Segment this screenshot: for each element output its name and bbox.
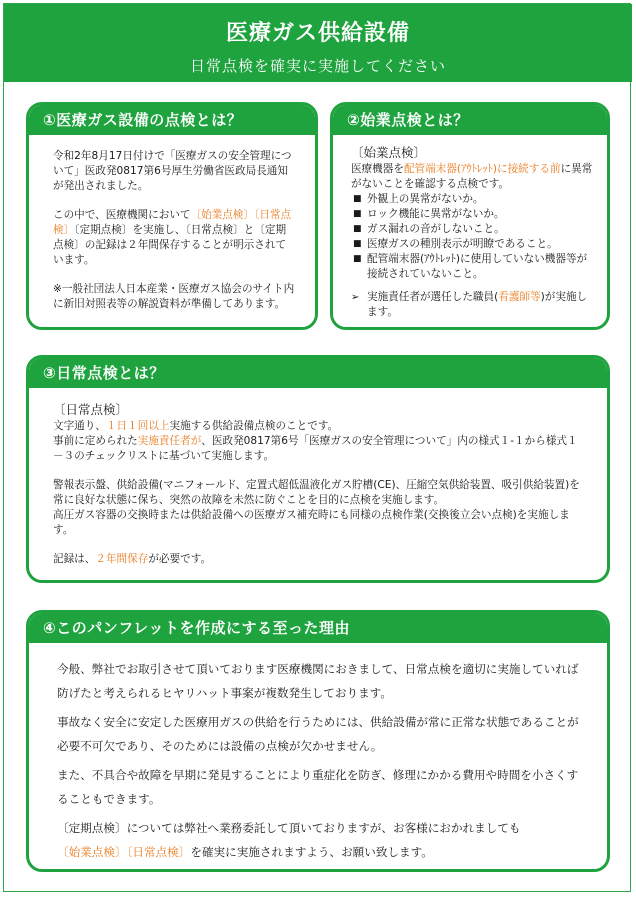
section-2-note: ➢ 実施責任者が選任した職員(看護師等)が実施します。: [351, 290, 595, 320]
section-4-heading: ④このパンフレットを作成にする至った理由: [29, 613, 607, 643]
section-3-line-2: 事前に定められた実施責任者が、医政発0817第6号「医療ガスの安全管理について」内の様式１-１から様式１－３のチェックリストに基づいて実施します。: [53, 435, 578, 462]
section-1-para-1: 令和2年8月17日付けで「医療ガスの安全管理について」医政発0817第6号厚生労働省医政局長通知が発出されました。: [53, 150, 292, 192]
section-4-card: [26, 610, 610, 872]
section-1-para-2: この中で、医療機関において〔始業点検〕〔日常点検〕〔定期点検〕を実施し、〔日常点検〕と〔定期点検〕の記録は２年間保存することが明示されています。: [53, 209, 292, 266]
tag-daily-inspection: 〔日常点検〕: [53, 209, 292, 236]
section-3-para-2: 警報表示盤、供給設備(マニフォールド、定置式超低温液化ガス貯槽(CE)、圧縮空気供給装置、吸引供給装置)を常に良好な状態に保ち、突然の故障を未然に防ぐことを目的に点検を実施します。: [53, 479, 580, 506]
page-subtitle: 日常点検を確実に実施してください: [189, 57, 446, 75]
list-item: ■ ロック機能に異常がないか。: [351, 207, 595, 222]
section-1-heading: ①医療ガス設備の点検とは？: [29, 105, 315, 135]
list-item: ■ ガス漏れの音がしないこと。: [351, 222, 595, 237]
list-item: ■ 配管端末器(ｱｳﾄﾚｯﾄ)に使用していない機器等が接続されていないこと。: [351, 252, 595, 282]
section-2-checklist: [351, 192, 595, 282]
section-4-para-1: 今般、弊社でお取引させて頂いております医療機関におきまして、日常点検を適切に実施していれば防げたと考えられるヒヤリハット事案が複数発生しております。: [57, 662, 579, 700]
tag-start-inspection: 〔始業点検〕: [190, 209, 255, 221]
section-3-heading: ③日常点検とは？: [29, 358, 607, 388]
section-2-heading: ②始業点検とは？: [333, 105, 607, 135]
list-item: ■ 外観上の異常がないか。: [351, 192, 595, 207]
section-3-line-1: 文字通り、１日１回以上実施する供給設備点検のことです。: [53, 420, 339, 432]
section-4-para-3: また、不具合や故障を早期に発見することにより重症化を防ぎ、修理にかかる費用や時間を小さくすることもできます。: [57, 768, 579, 806]
section-4-para-2: 事故なく安全に安定した医療用ガスの供給を行うためには、供給設備が常に正常な状態であることが必要不可欠であり、そのためには設備の点検が欠かせません。: [57, 715, 579, 753]
section-1-card: [26, 102, 318, 330]
section-1-para-3: ※一般社団法人日本産業・医療ガス協会のサイト内に新旧対照表等の解説資料が準備してあります。: [53, 283, 295, 310]
header-banner: [4, 4, 632, 82]
section-3-card: [26, 355, 610, 583]
section-2-card: [330, 102, 610, 330]
list-item: ■ 医療ガスの種別表示が明瞭であること。: [351, 237, 595, 252]
section-2-intro: 医療機器を配管端末器(ｱｳﾄﾚｯﾄ)に接続する前に異常がないことを確認する点検です。: [351, 163, 593, 190]
section-3-subheading: 〔日常点検〕: [53, 402, 129, 417]
section-2-subheading: 〔始業点検〕: [351, 145, 427, 160]
page-title: 医療ガス供給設備: [225, 21, 410, 46]
section-4-para-4: 〔定期点検〕については弊社へ業務委託して頂いておりますが、お客様におかれましても〔始業点検〕〔日常点検〕を確実に実施されますよう、お願い致します。: [57, 821, 521, 859]
section-3-para-3: 高圧ガス容器の交換時または供給設備への医療ガス補充時にも同様の点検作業(交換後立会い点検)を実施します。: [53, 509, 570, 536]
section-3-record: 記録は、２年間保存が必要です。: [53, 553, 212, 565]
